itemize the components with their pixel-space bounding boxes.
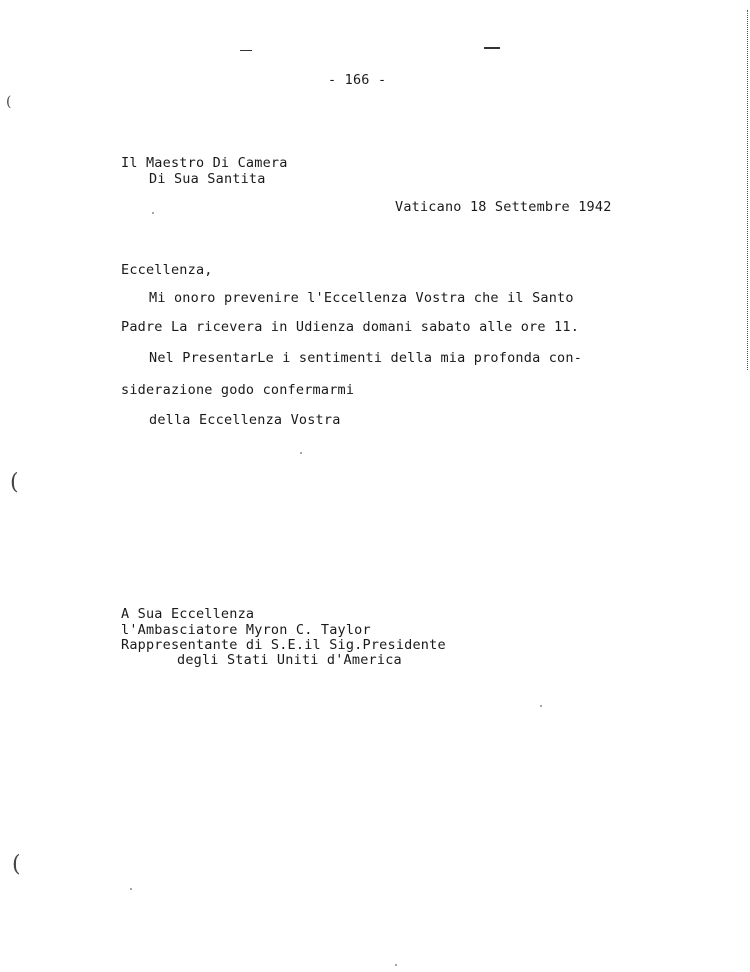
speck [130,888,132,890]
sender-subtitle: Di Sua Santita [149,171,266,187]
body-line-4: siderazione godo confermarmi [121,382,355,398]
speck [152,212,154,214]
addressee-line-4: degli Stati Uniti d'America [177,652,402,668]
scan-edge-artifact [745,10,748,370]
body-line-3: Nel PresentarLe i sentimenti della mia profonda con- [149,350,583,366]
sender-title: Il Maestro Di Camera [121,155,288,171]
margin-mark-middle: ( [10,470,19,495]
body-line-1: Mi onoro prevenire l'Eccellenza Vostra che il Santo [149,290,574,306]
top-mark-right [484,47,500,49]
place-date: Vaticano 18 Settembre 1942 [395,199,612,215]
body-closing: della Eccellenza Vostra [149,412,341,428]
speck [300,452,302,454]
addressee-line-3: Rappresentante di S.E.il Sig.Presidente [121,637,446,653]
addressee-line-2: l'Ambasciatore Myron C. Taylor [121,622,371,638]
top-mark-left [240,50,252,51]
body-line-2: Padre La ricevera in Udienza domani sabato alle ore 11. [121,319,580,335]
addressee-line-1: A Sua Eccellenza [121,606,255,622]
speck [540,705,542,707]
salutation: Eccellenza, [121,262,213,278]
margin-mark-top: ( [6,94,12,110]
speck [395,964,397,966]
margin-mark-bottom: ( [12,852,21,877]
page-number: - 166 - [328,72,387,88]
